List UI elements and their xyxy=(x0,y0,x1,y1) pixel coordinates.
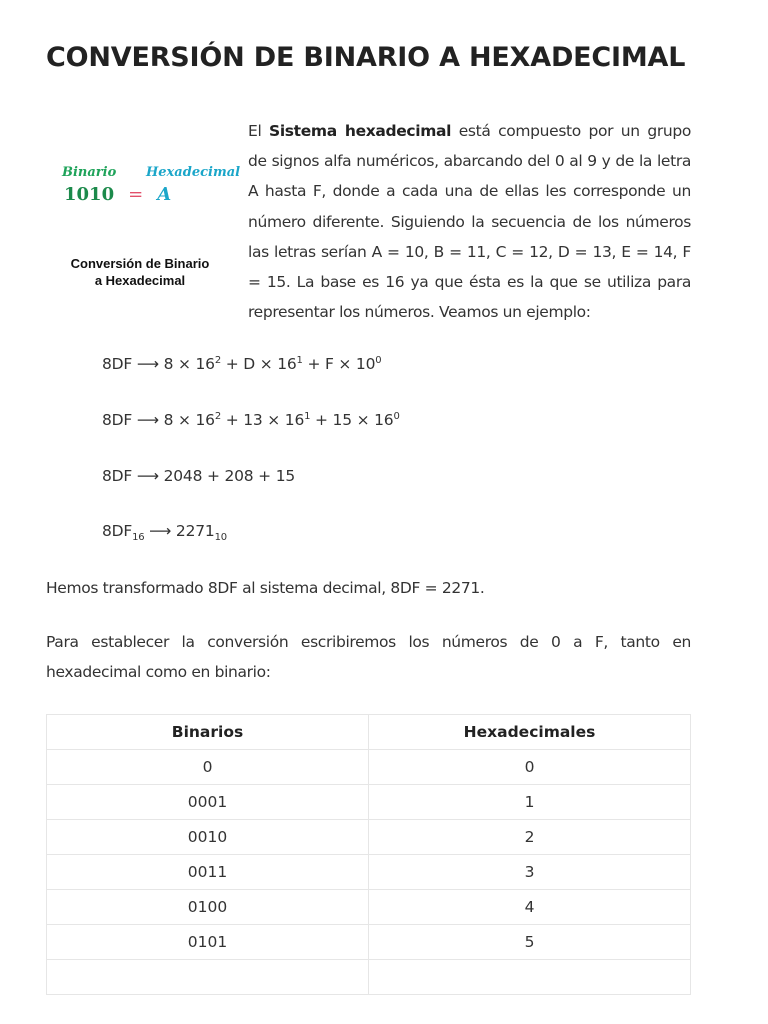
table-row xyxy=(47,890,691,925)
formula-2-exp-3: 0 xyxy=(393,411,400,422)
conversion-paragraph: Para establecer la conversión escribiremos los números de 0 a F, tanto en hexadecimal como en binario: xyxy=(46,633,691,682)
binary-cell: 0100 xyxy=(47,890,369,925)
formula-2-part-b: + 13 × 16 xyxy=(221,411,305,429)
formula-4 xyxy=(102,522,227,543)
figure-caption-line2: a Hexadecimal xyxy=(94,273,186,288)
binary-cell: 0001 xyxy=(47,785,369,820)
formula-2-exp-2: 1 xyxy=(304,411,311,422)
formula-1-exp-3: 0 xyxy=(375,355,382,366)
table-row xyxy=(47,925,691,960)
formula-2 xyxy=(102,411,400,429)
hex-cell: 5 xyxy=(369,925,691,960)
figure-expression xyxy=(64,184,171,205)
result-paragraph: Hemos transformado 8DF al sistema decimal, 8DF = 2271. xyxy=(46,579,485,597)
intro-bold-term: Sistema hexadecimal xyxy=(269,122,452,140)
formula-1 xyxy=(102,355,381,373)
formula-2-part-a: 8DF ⟶ 8 × 16 xyxy=(102,411,215,429)
figure-binary-label: Binario xyxy=(62,165,117,180)
hex-cell: 1 xyxy=(369,785,691,820)
figure-hex-label: Hexadecimal xyxy=(146,165,241,180)
formula-4-base-10: 10 xyxy=(214,532,227,543)
binary-cell: 0010 xyxy=(47,820,369,855)
figure-caption-line1: Conversión de Binario xyxy=(70,256,210,271)
formula-4-part-a: 8DF xyxy=(102,522,133,540)
binary-cell: 0101 xyxy=(47,925,369,960)
formula-1-part-c: + F × 10 xyxy=(302,355,376,373)
hex-cell xyxy=(369,960,691,995)
binary-cell: 0011 xyxy=(47,855,369,890)
formula-4-base-16: 16 xyxy=(132,532,145,543)
hex-cell: 2 xyxy=(369,820,691,855)
column-header-binarios: Binarios xyxy=(47,715,369,750)
intro-paragraph xyxy=(248,116,691,327)
formula-3-text: 8DF ⟶ 2048 + 208 + 15 xyxy=(102,467,296,485)
hex-cell: 3 xyxy=(369,855,691,890)
page-title: CONVERSIÓN DE BINARIO A HEXADECIMAL xyxy=(46,42,686,73)
formula-1-exp-2: 1 xyxy=(296,355,303,366)
formula-2-exp-1: 2 xyxy=(214,411,221,422)
figure-hex-value: A xyxy=(157,184,172,205)
table-row xyxy=(47,820,691,855)
hex-cell: 4 xyxy=(369,890,691,925)
table-row xyxy=(47,750,691,785)
column-header-hexadecimales: Hexadecimales xyxy=(369,715,691,750)
formula-4-part-b: ⟶ 2271 xyxy=(144,522,215,540)
binary-cell: 0 xyxy=(47,750,369,785)
formula-1-exp-1: 2 xyxy=(214,355,221,366)
formula-1-part-b: + D × 16 xyxy=(221,355,297,373)
intro-prefix: El xyxy=(248,122,270,140)
hex-cell: 0 xyxy=(369,750,691,785)
table-header-row xyxy=(47,715,691,750)
figure-equals: = xyxy=(128,184,144,205)
formula-3 xyxy=(102,467,295,485)
table-row xyxy=(47,855,691,890)
conversion-illustration xyxy=(60,160,240,300)
formula-1-part-a: 8DF ⟶ 8 × 16 xyxy=(102,355,215,373)
conversion-table xyxy=(46,714,691,995)
intro-body: está compuesto por un grupo de signos alfa numéricos, abarcando del 0 al 9 y de la letra A hasta F, donde a cada una de ellas les corresponde un número diferente. Siguiendo la secuencia de los números las letras serían A = 10, B = 11, C = 12, D = 13, E = 14, F = 15. La base es 16 ya que ésta es la que se utiliza para representar los números. Veamos un ejemplo: xyxy=(248,122,691,322)
figure-binary-value: 1010 xyxy=(64,184,115,205)
formula-2-part-c: + 15 × 16 xyxy=(310,411,394,429)
table-row xyxy=(47,785,691,820)
figure-caption xyxy=(60,255,220,289)
table-row xyxy=(47,960,691,995)
binary-cell xyxy=(47,960,369,995)
